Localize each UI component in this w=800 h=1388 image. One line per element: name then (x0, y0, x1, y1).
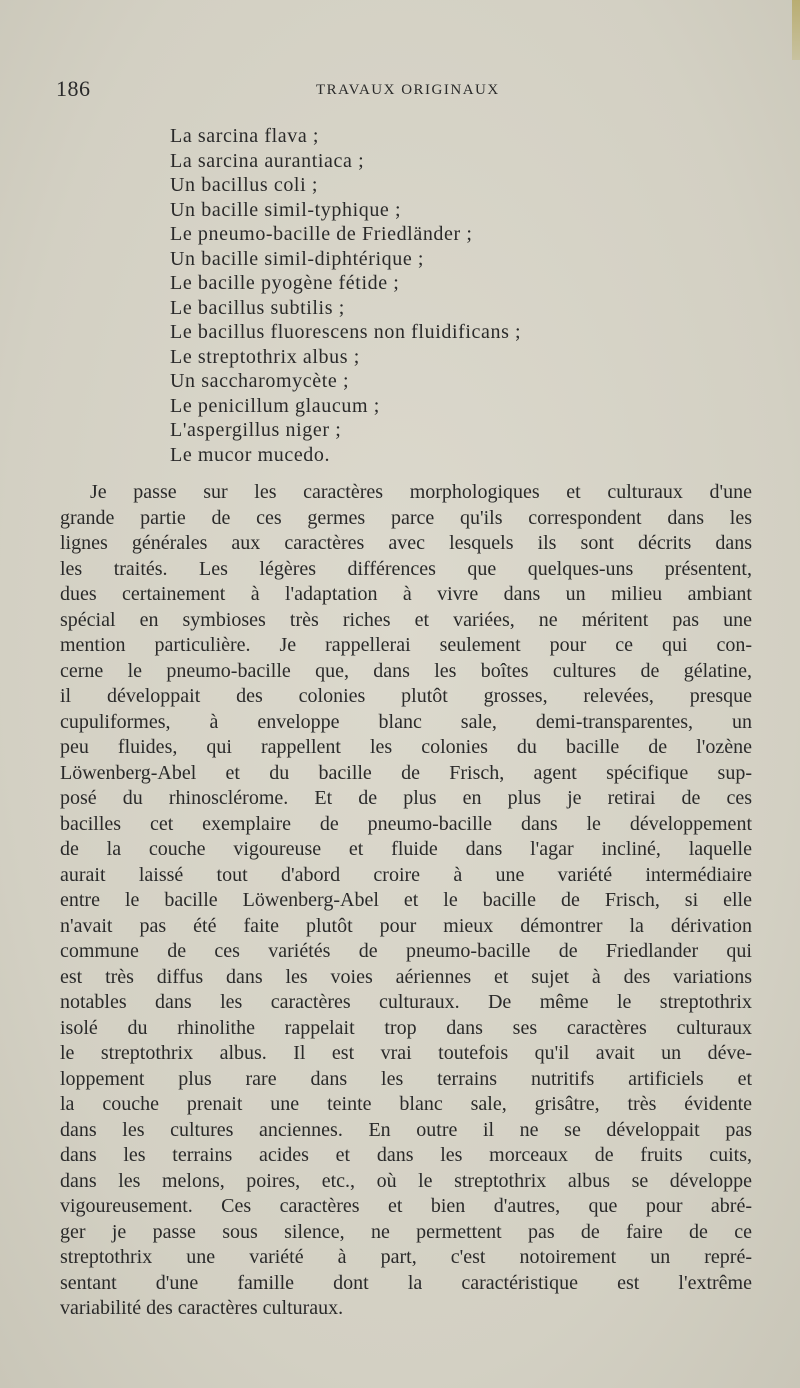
text-line: de la couche vigoureuse et fluide dans l'agar incliné, laquelle (60, 838, 752, 860)
text-line: cupuliformes, à enveloppe blanc sale, demi-transparentes, un (60, 710, 752, 733)
text-line: ger je passe sous silence, ne permettent pas de faire de ce (60, 1220, 752, 1243)
text-line: il développait des colonies plutôt grosses, relevées, presque (60, 685, 752, 707)
body-paragraph (60, 480, 752, 1322)
list-item: Le streptothrix albus ; (170, 345, 360, 368)
list-item: La sarcina flava ; (170, 125, 320, 147)
list-item: Le bacille pyogène fétide ; (170, 272, 400, 294)
text-line: bacilles cet exemplaire de pneumo-bacille dans le développement (60, 812, 752, 835)
text-line: notables dans les caractères culturaux. De même le streptothrix (60, 991, 752, 1013)
text-line: lignes générales aux caractères avec lesquels ils sont décrits dans (60, 532, 752, 554)
list-item: Le bacillus subtilis ; (170, 296, 345, 319)
list-item: Le mucor mucedo. (170, 443, 331, 466)
germ-list (170, 124, 690, 467)
text-line: sentant d'une famille dont la caractéristique est l'extrême (60, 1271, 752, 1294)
text-line: cerne le pneumo-bacille que, dans les boîtes cultures de gélatine, (60, 659, 752, 682)
text-line: spécial en symbioses très riches et variées, ne méritent pas une (60, 608, 752, 631)
text-line: entre le bacille Löwenberg-Abel et le bacille de Frisch, si elle (60, 889, 752, 911)
text-line: dans les terrains acides et dans les morceaux de fruits cuits, (60, 1144, 752, 1166)
text-line: n'avait pas été faite plutôt pour mieux démontrer la dérivation (60, 914, 752, 937)
text-line: dans les melons, poires, etc., où le streptothrix albus se développe (60, 1169, 752, 1192)
text-line: streptothrix une variété à part, c'est notoirement un repré- (60, 1246, 752, 1268)
text-line: commune de ces variétés de pneumo-bacille de Friedlander qui (60, 940, 752, 962)
page-number: 186 (56, 76, 91, 101)
list-item: Le penicillum glaucum ; (170, 394, 380, 417)
text-line: Je passe sur les caractères morphologiques et culturaux d'une (90, 481, 752, 503)
text-line: mention particulière. Je rappellerai seulement pour ce qui con- (60, 634, 752, 656)
text-line: vigoureusement. Ces caractères et bien d'autres, que pour abré- (60, 1195, 752, 1217)
text-line: posé du rhinosclérome. Et de plus en plus je retirai de ces (60, 787, 752, 809)
list-item: Un bacillus coli ; (170, 174, 318, 196)
text-line: isolé du rhinolithe rappelait trop dans ses caractères culturaux (60, 1016, 752, 1039)
text-line: le streptothrix albus. Il est vrai toutefois qu'il avait un déve- (60, 1042, 752, 1064)
list-item: Le pneumo-bacille de Friedländer ; (170, 223, 473, 245)
list-item: L'aspergillus niger ; (170, 419, 342, 441)
running-title: TRAVAUX ORIGINAUX (316, 82, 500, 98)
list-item: Un bacille simil-typhique ; (170, 198, 402, 221)
text-line: loppement plus rare dans les terrains nutritifs artificiels et (60, 1067, 752, 1090)
text-line: la couche prenait une teinte blanc sale, grisâtre, très évidente (60, 1093, 752, 1115)
text-line: peu fluides, qui rappellent les colonies du bacille de l'ozène (60, 736, 752, 758)
page-header (56, 76, 756, 106)
text-line: variabilité des caractères culturaux. (60, 1297, 344, 1319)
text-line: dues certainement à l'adaptation à vivre dans un milieu ambiant (60, 583, 752, 605)
text-line: aurait laissé tout d'abord croire à une variété intermédiaire (60, 863, 752, 886)
text-line: Löwenberg-Abel et du bacille de Frisch, agent spécifique sup- (60, 761, 752, 784)
text-line: les traités. Les légères différences que quelques-uns présentent, (60, 557, 752, 580)
text-line: dans les cultures anciennes. En outre il ne se développait pas (60, 1118, 752, 1141)
list-item: La sarcina aurantiaca ; (170, 149, 365, 172)
list-item: Le bacillus fluorescens non fluidificans ; (170, 321, 522, 343)
text-line: est très diffus dans les voies aériennes et sujet à des variations (60, 965, 752, 988)
text-line: grande partie de ces germes parce qu'ils correspondent dans les (60, 506, 752, 529)
page-edge-mark (792, 0, 800, 60)
list-item: Un saccharomycète ; (170, 370, 350, 392)
list-item: Un bacille simil-diphtérique ; (170, 247, 425, 270)
